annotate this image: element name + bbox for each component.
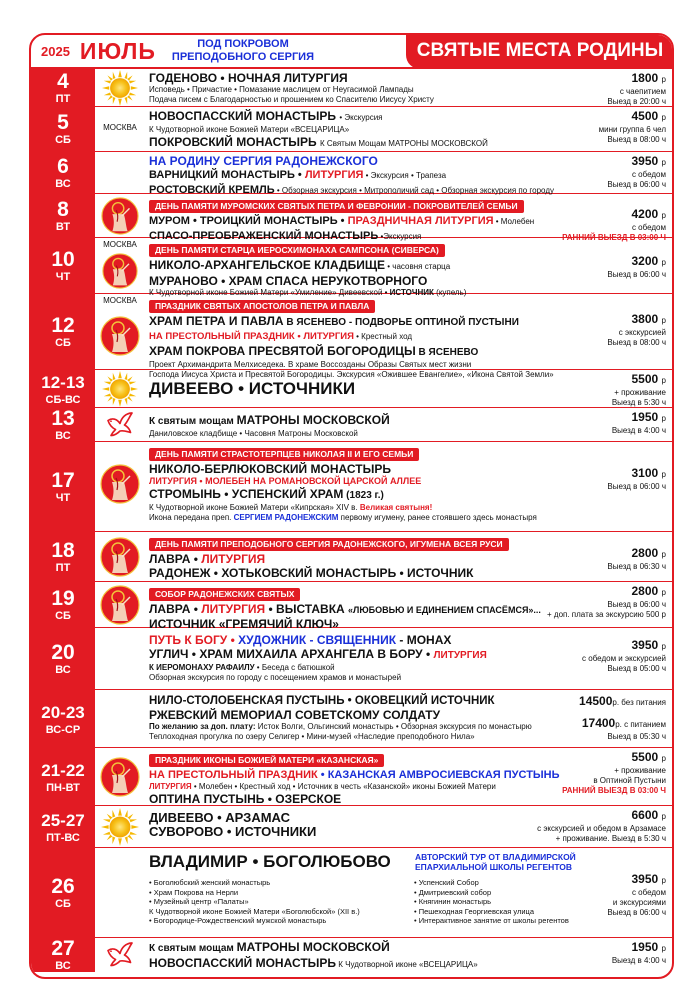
tour-title: ДИВЕЕВО • ИСТОЧНИКИ [149, 378, 356, 398]
price-value: 4200 [631, 207, 659, 221]
price-value: 3950 [631, 638, 659, 652]
page-title: СВЯТЫЕ МЕСТА РОДИНЫ [406, 33, 674, 69]
feast-banner: СОБОР РАДОНЕЖСКИХ СВЯТЫХ [149, 588, 300, 601]
dove-icon [104, 410, 136, 440]
price-value: 4500 [631, 109, 659, 123]
price-block: 14500р. без питания 17400р. с питанием Выезд в 05:30 ч [579, 694, 666, 741]
date-badge: 20-23 ВС-СР [31, 690, 95, 749]
tour-row-10[interactable]: 10 ЧТ МОСКВА ДЕНЬ ПАМЯТИ СТАРЦА ИЕРОСХИМОНАХА САМПСОНА (СИВЕРСА) НИКОЛО-АРХАНГЕЛЬСКОЕ КЛАДБИЩЕ • часовня старца МУРАНОВО • ХРАМ СПАСА НЕРУКОТВОРНОГО К Чудотворной иконе Божией Матери «Умиление» Дивеевской • ИСТОЧНИК (купель) 3200 р Выезд в 06:00 ч [31, 238, 672, 294]
month-title: ИЮЛЬ [79, 37, 156, 64]
tour-tag: АВТОРСКИЙ ТУР ОТ ВЛАДИМИРСКОЙ ЕПАРХИАЛЬНОЙ ШКОЛЫ РЕГЕНТОВ [415, 852, 576, 872]
feast-banner: ДЕНЬ ПАМЯТИ СТАРЦА ИЕРОСХИМОНАХА САМПСОНА (СИВЕРСА) [149, 244, 445, 257]
tour-row-27[interactable]: 27 ВС К святым мощам МАТРОНЫ МОСКОВСКОЙ НОВОСПАССКИЙ МОНАСТЫРЬ К Чудотворной иконе «ВСЕЦАРИЦА» 1950 р Выезд в 4:00 ч [31, 938, 672, 971]
date-badge: 20 ВС [31, 628, 95, 691]
saint-sergius-icon [100, 585, 140, 625]
tour-row-19[interactable]: 19 СБ СОБОР РАДОНЕЖСКИХ СВЯТЫХ ЛАВРА • ЛИТУРГИЯ • ВЫСТАВКА «ЛЮБОВЬЮ И ЕДИНЕНИЕМ СПАСЁМСЯ»... ИСТОЧНИК «ГРЕМЯЧИЙ КЛЮЧ» 2800 р Выезд в 06:00 ч + доп. плата за экскурсию 500 р [31, 582, 672, 628]
saint-sergius-icon [100, 757, 140, 797]
feast-banner: ДЕНЬ ПАМЯТИ МУРОМСКИХ СВЯТЫХ ПЕТРА И ФЕВРОНИИ - ПОКРОВИТЕЛЕЙ СЕМЬИ [149, 200, 524, 213]
price-value: 3950 [631, 154, 659, 168]
saint-sergius-icon [101, 197, 139, 235]
price-value: 5500 [631, 750, 659, 764]
date-badge: 21-22 ПН-ВТ [31, 748, 95, 807]
tour-row-20[interactable]: 20 ВС ПУТЬ К БОГУ • ХУДОЖНИК - СВЯЩЕННИК - МОНАХ УГЛИЧ • ХРАМ МИХАИЛА АРХАНГЕЛА В БОРУ • ЛИТУРГИЯ К ИЕРОМОНАХУ РАФАИЛУ • Беседа с батюшкой Обзорная экскурсия по городу с посещением храмов и монастырей 3950 р с обедом и экскурсией Выезд в 05:00 ч [31, 628, 672, 690]
price-block: 3100 р Выезд в 06:00 ч [607, 466, 666, 491]
price-block: 5500 р + проживание в Оптиной Пустыни РАННИЙ ВЫЕЗД В 03:00 Ч [562, 750, 666, 795]
tour-row-8[interactable]: 8 ВТ ДЕНЬ ПАМЯТИ МУРОМСКИХ СВЯТЫХ ПЕТРА И ФЕВРОНИИ - ПОКРОВИТЕЛЕЙ СЕМЬИ МУРОМ • ТРОИЦКИЙ МОНАСТЫРЬ • ПРАЗДНИЧНАЯ ЛИТУРГИЯ • Молебен СПАСО-ПРЕОБРАЖЕНСКИЙ МОНАСТЫРЬ •Экскурсия 4200 р с обедом РАННИЙ ВЫЕЗД В 03:00 Ч [31, 194, 672, 238]
tour-calendar [29, 33, 674, 979]
date-badge: 6 ВС [31, 152, 95, 195]
price-value: 6600 [631, 808, 659, 822]
tour-title: НА РОДИНУ СЕРГИЯ РАДОНЕЖСКОГО [149, 154, 378, 168]
price-block: 2800 р Выезд в 06:30 ч [607, 546, 666, 571]
saint-sergius-icon [100, 316, 140, 356]
price-value: 1950 [631, 940, 659, 954]
tour-row-25-27[interactable]: 25-27 ПТ-ВС ДИВЕЕВО • АРЗАМАС СУВОРОВО • ИСТОЧНИКИ 6600 р с экскурсией и обедом в Арзамасе + проживание. Выезд в 5:30 ч [31, 806, 672, 848]
tour-row-21-22[interactable]: 21-22 ПН-ВТ ПРАЗДНИК ИКОНЫ БОЖИЕЙ МАТЕРИ «КАЗАНСКАЯ» НА ПРЕСТОЛЬНЫЙ ПРАЗДНИК • КАЗАНСКАЯ АМВРОСИЕВСКАЯ ПУСТЫНЬ ЛИТУРГИЯ • Молебен • Крестный ход • Источник в честь «Казанской» иконы Божией Матери ОПТИНА ПУСТЫНЬ • ОЗЕРСКОЕ 5500 р + проживание в Оптиной Пустыни РАННИЙ ВЫЕЗД В 03:00 Ч [31, 748, 672, 806]
tour-row-12[interactable]: 12 СБ МОСКВА ПРАЗДНИК СВЯТЫХ АПОСТОЛОВ ПЕТРА И ПАВЛА ХРАМ ПЕТРА И ПАВЛА В ЯСЕНЕВО - ПОДВОРЬЕ ОПТИНОЙ ПУСТЫНИ НА ПРЕСТОЛЬНЫЙ ПРАЗДНИК • ЛИТУРГИЯ • Крестный ход ХРАМ ПОКРОВА ПРЕСВЯТОЙ БОГОРОДИЦЫ В ЯСЕНЕВО Проект Архимандрита Мелхиседека. В храме Воссозданы Образы Святых мест жизни Господа Иисуса Христа и Пресвятой Богородицы. Экскурсия «Ожившее Евангелие», «Икона Святой Земли» 3800 р с экскурсией Выезд в 08:00 ч [31, 294, 672, 370]
price-value: 2800 [631, 546, 659, 560]
tour-details: Исповедь • Причастие • Помазание маслицем от Неугасимой Лампады [149, 85, 414, 94]
price-block: 6600 р с экскурсией и обедом в Арзамасе + проживание. Выезд в 5:30 ч [537, 808, 666, 843]
price-block: 1950 р Выезд в 4:00 ч [611, 410, 666, 435]
date-badge: 13 ВС [31, 408, 95, 443]
price-value: 3200 [631, 254, 659, 268]
feast-banner: ДЕНЬ ПАМЯТИ ПРЕПОДОБНОГО СЕРГИЯ РАДОНЕЖСКОГО, ИГУМЕНА ВСЕЯ РУСИ [149, 538, 509, 551]
tour-row-13[interactable]: 13 ВС К святым мощам МАТРОНЫ МОСКОВСКОЙ Даниловское кладбище • Часовня Матроны Московской 1950 р Выезд в 4:00 ч [31, 408, 672, 442]
tour-title: НОВОСПАССКИЙ МОНАСТЫРЬ • Экскурсия [149, 109, 383, 123]
date-badge: 27 ВС [31, 938, 95, 973]
tour-row-4[interactable] [31, 69, 672, 107]
tour-row-17[interactable]: 17 ЧТ ДЕНЬ ПАМЯТИ СТРАСТОТЕРПЦЕВ НИКОЛАЯ II И ЕГО СЕМЬИ НИКОЛО-БЕРЛЮКОВСКИЙ МОНАСТЫРЬ ЛИТУРГИЯ • МОЛЕБЕН НА РОМАНОВСКОЙ ЦАРСКОЙ АЛЛЕЕ СТРОМЫНЬ • УСПЕНСКИЙ ХРАМ (1823 г.) К Чудотворной иконе Божией Матери «Кипрская» XIV в. Великая святыня! Икона передана преп. СЕРГИЕМ РАДОНЕЖСКИМ первому игумену, ранее стоявшего здесь монастыря 3100 р Выезд в 06:00 ч [31, 442, 672, 532]
tour-title: ПОКРОВСКИЙ МОНАСТЫРЬ К Святым Мощам МАТРОНЫ МОСКОВСКОЙ [149, 135, 488, 149]
price-block: 2800 р Выезд в 06:00 ч + доп. плата за экскурсию 500 р [547, 584, 666, 619]
city-label: МОСКВА [103, 123, 137, 132]
price-value: 3100 [631, 466, 659, 480]
city-label: МОСКВА [103, 296, 137, 305]
saint-sergius-icon [100, 537, 140, 577]
calendar-header [31, 35, 672, 69]
price-block: 3950 р с обедом и экскурсиями Выезд в 06:00 ч [607, 872, 666, 917]
date-badge: 12 СБ [31, 294, 95, 371]
date-badge: 17 ЧТ [31, 442, 95, 533]
date-badge: 18 ПТ [31, 532, 95, 583]
saint-sergius-icon [102, 253, 138, 289]
sun-icon [102, 70, 138, 106]
date-badge: 19 СБ [31, 582, 95, 629]
price-block: 5500 р + проживание Выезд в 5:30 ч [611, 372, 666, 407]
city-label: МОСКВА [103, 240, 137, 249]
sun-icon [101, 808, 139, 846]
tour-stops [149, 878, 668, 926]
price-value: 3950 [631, 872, 659, 886]
tour-row-26[interactable] [31, 848, 672, 938]
price-block: 1800 р с чаепитием Выезд в 20:00 ч [607, 71, 666, 106]
date-badge: 8 ВТ [31, 194, 95, 239]
saint-sergius-icon [100, 464, 140, 504]
price-value: 1950 [631, 410, 659, 424]
date-badge: 26 СБ [31, 848, 95, 939]
price-block: 1950 р Выезд в 4:00 ч [611, 940, 666, 965]
tour-title: ВЛАДИМИР • БОГОЛЮБОВО [149, 852, 391, 871]
dove-icon [104, 940, 136, 970]
tour-title: ГОДЕНОВО • НОЧНАЯ ЛИТУРГИЯ [149, 71, 348, 85]
date-badge: 5 СБ [31, 107, 95, 153]
price-value: 1800 [631, 71, 659, 85]
price-value: 2800 [631, 584, 659, 598]
price-value: 5500 [631, 372, 659, 386]
tour-row-6[interactable]: 6 ВС НА РОДИНУ СЕРГИЯ РАДОНЕЖСКОГО ВАРНИЦКИЙ МОНАСТЫРЬ • ЛИТУРГИЯ • Экскурсия • Трапеза РОСТОВСКИЙ КРЕМЛЬ • Обзорная экскурсия • Митрополичий сад • Обзорная экскурсия по городу 3950 р с обедом Выезд в 06:00 ч [31, 152, 672, 194]
price-value: 17400 [581, 716, 616, 730]
tour-details: Подача писем с Благодарностью и прошением ко Спасителю Иисусу Христу [149, 95, 434, 104]
header-subtitle: ПОД ПОКРОВОМ ПРЕПОДОБНОГО СЕРГИЯ [171, 38, 314, 63]
price-block: 3950 р с обедом Выезд в 06:00 ч [607, 154, 666, 189]
price-block: 4200 р с обедом РАННИЙ ВЫЕЗД В 03:00 Ч [562, 207, 666, 242]
sun-icon [102, 371, 138, 407]
price-block: 3950 р с обедом и экскурсией Выезд в 05:00 ч [582, 638, 666, 673]
date-badge: 25-27 ПТ-ВС [31, 806, 95, 849]
stops-column-a: • Боголюбский женский монастырь • Храм Покрова на Нерли • Музейный центр «Палаты» К Чудотворной иконе Божией Матери «Боголюбской» (XII в.) • Богородице-Рождественский мужской монастырь [149, 878, 360, 925]
tour-row-5[interactable]: 5 СБ МОСКВА НОВОСПАССКИЙ МОНАСТЫРЬ • Экскурсия К Чудотворной иконе Божией Матери «ВСЕЦАРИЦА» ПОКРОВСКИЙ МОНАСТЫРЬ К Святым Мощам МАТРОНЫ МОСКОВСКОЙ 4500 р мини группа 6 чел Выезд в 08:00 ч [31, 107, 672, 152]
stops-column-b: • Успенский Собор • Дмитриевский собор • Княгинин монастырь • Пешеходная Георгиевская улица • Интерактивное занятие от школы регентов [414, 878, 569, 925]
date-badge: 10 ЧТ [31, 238, 95, 295]
feast-banner: ПРАЗДНИК ИКОНЫ БОЖИЕЙ МАТЕРИ «КАЗАНСКАЯ» [149, 754, 384, 767]
date-badge: 12-13 СБ-ВС [31, 370, 95, 409]
tour-row-12-13[interactable] [31, 370, 672, 408]
price-value: 3800 [631, 312, 659, 326]
date-badge: 4 ПТ [31, 69, 95, 108]
year-label: 2025 [41, 43, 70, 59]
price-value: 14500 [579, 694, 613, 708]
tour-row-20-23[interactable]: 20-23 ВС-СР НИЛО-СТОЛОБЕНСКАЯ ПУСТЫНЬ • ОКОВЕЦКИЙ ИСТОЧНИК РЖЕВСКИЙ МЕМОРИАЛ СОВЕТСКОМУ СОЛДАТУ По желанию за доп. плату: Исток Волги, Ольгинский монастырь • Обзорная экскурсия по монастырю Теплоходная прогулка по озеру Селигер • Мини-музей «Наследие преподобного Нила» 14500р. без питания 17400р. с питанием Выезд в 05:30 ч [31, 690, 672, 748]
price-block: 3800 р с экскурсией Выезд в 08:00 ч [607, 312, 666, 347]
feast-banner: ДЕНЬ ПАМЯТИ СТРАСТОТЕРПЦЕВ НИКОЛАЯ II И ЕГО СЕМЬИ [149, 448, 419, 461]
price-block: 3200 р Выезд в 06:00 ч [607, 254, 666, 279]
price-block: 4500 р мини группа 6 чел Выезд в 08:00 ч [598, 109, 666, 144]
tour-row-18[interactable]: 18 ПТ ДЕНЬ ПАМЯТИ ПРЕПОДОБНОГО СЕРГИЯ РАДОНЕЖСКОГО, ИГУМЕНА ВСЕЯ РУСИ ЛАВРА • ЛИТУРГИЯ РАДОНЕЖ • ХОТЬКОВСКИЙ МОНАСТЫРЬ • ИСТОЧНИК 2800 р Выезд в 06:30 ч [31, 532, 672, 582]
feast-banner: ПРАЗДНИК СВЯТЫХ АПОСТОЛОВ ПЕТРА И ПАВЛА [149, 300, 375, 313]
